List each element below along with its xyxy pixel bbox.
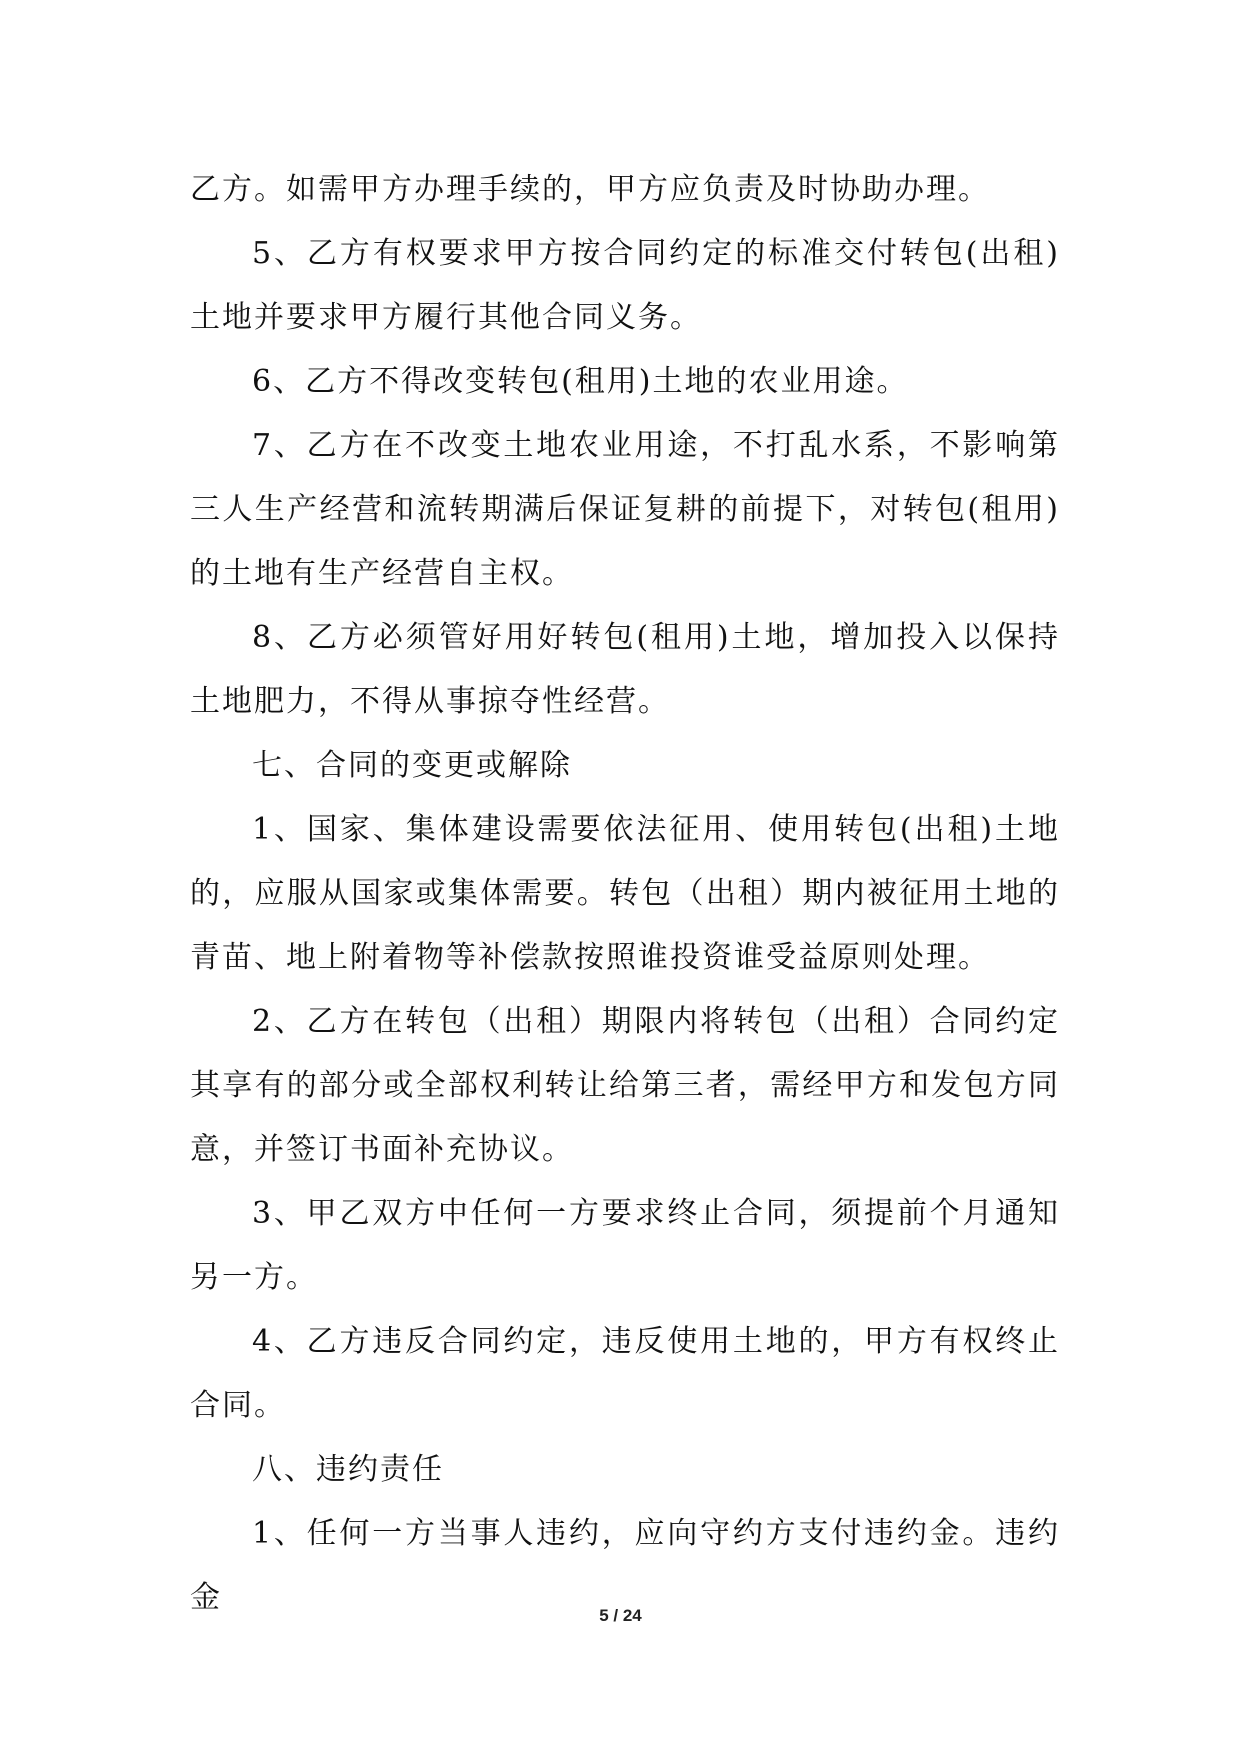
paragraph-5: 8、乙方必须管好用好转包(租用)土地，增加投入以保持土地肥力，不得从事掠夺性经营。 xyxy=(190,620,1060,719)
paragraph-7: 1、国家、集体建设需要依法征用、使用转包(出租)土地的，应服从国家或集体需要。转包（出租）期内被征用土地的青苗、地上附着物等补偿款按照谁投资谁受益原则处理。 xyxy=(190,812,1060,975)
paragraph-3: 6、乙方不得改变转包(租用)土地的农业用途。 xyxy=(252,364,909,399)
paragraph-1: 乙方。如需甲方办理手续的，甲方应负责及时协助办理。 xyxy=(190,172,990,207)
paragraph-2: 5、乙方有权要求甲方按合同约定的标准交付转包(出租)土地并要求甲方履行其他合同义务。 xyxy=(190,236,1060,335)
document-body xyxy=(190,158,1060,1630)
paragraph-12: 1、任何一方当事人违约，应向守约方支付违约金。违约金 xyxy=(190,1516,1060,1615)
paragraph-10: 4、乙方违反合同约定，违反使用土地的，甲方有权终止合同。 xyxy=(190,1324,1060,1423)
page-number: 5 / 24 xyxy=(599,1606,642,1625)
paragraph-8: 2、乙方在转包（出租）期限内将转包（出租）合同约定其享有的部分或全部权利转让给第三者，需经甲方和发包方同意，并签订书面补充协议。 xyxy=(190,1004,1060,1167)
section-heading-8: 八、违约责任 xyxy=(252,1452,444,1487)
section-heading-7: 七、合同的变更或解除 xyxy=(252,748,572,783)
paragraph-9: 3、甲乙双方中任何一方要求终止合同，须提前个月通知另一方。 xyxy=(190,1196,1060,1295)
paragraph-4: 7、乙方在不改变土地农业用途，不打乱水系，不影响第三人生产经营和流转期满后保证复耕的前提下，对转包(租用)的土地有生产经营自主权。 xyxy=(190,428,1060,591)
